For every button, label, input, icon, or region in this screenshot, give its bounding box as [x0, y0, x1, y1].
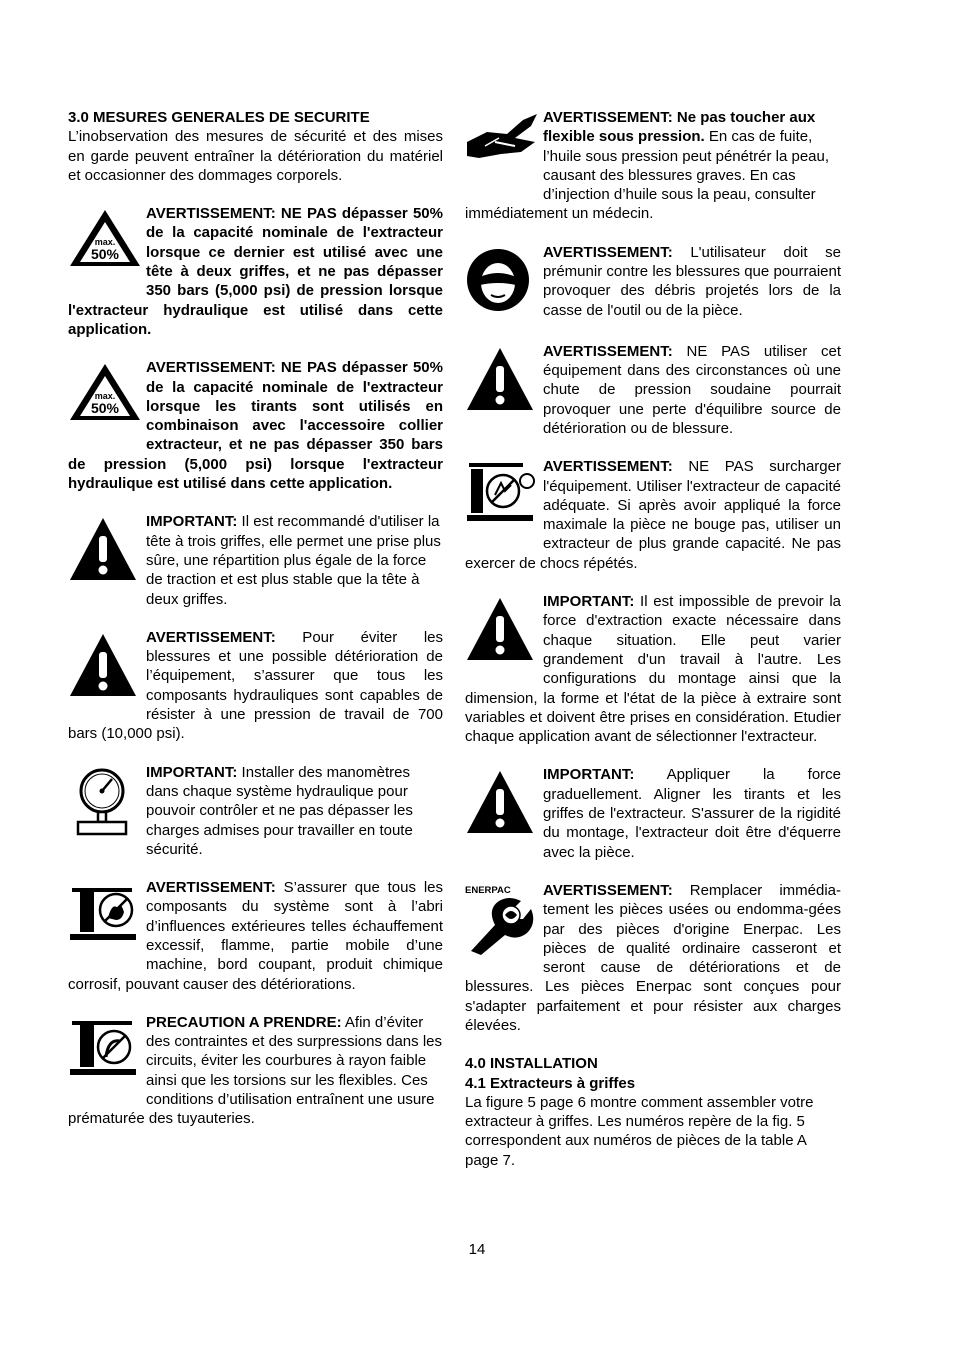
important-three-jaw	[68, 512, 443, 608]
warning-pressure-drop	[465, 342, 841, 438]
max-50-percent-icon	[68, 362, 142, 436]
warning-pressurized-hoses	[465, 108, 841, 224]
section-3-body: L’inobservation des mesures de sécurité et des mises en garde peuvent entraîner la détérioration du matériel et occasionner des dommages corporels.	[68, 128, 443, 184]
label-important: IMPORTANT:	[543, 766, 635, 784]
label-important: IMPORTANT:	[543, 593, 635, 611]
label-warning: AVERTISSEMENT:	[146, 879, 276, 897]
fifty-percent-label: 50%	[90, 400, 120, 417]
section-3-intro	[68, 108, 443, 185]
body-text: Il est recommandé d'utiliser la tête à trois griffes, elle permet une prise plus sûre, une répartition plus égale de la force de traction et est plus stable que la tête à deux griffes.	[146, 513, 441, 608]
label-important: IMPORTANT:	[146, 763, 238, 781]
section-4-body: La figure 5 page 6 montre comment assembler votre extracteur à griffes. Les numéros repère de la fig. 5 correspondent aux numéros de pièces de la table A page 7.	[465, 1093, 814, 1169]
page-number: 14	[468, 1241, 486, 1258]
pressure-gauge-icon	[68, 767, 142, 841]
max-50-percent-icon	[68, 208, 142, 282]
body-text: Installer des manomètres dans chaque système hydraulique pour pouvoir contrôler et ne pas dépasser les charges admises pour travailler en toute sécurité.	[146, 763, 413, 858]
warning-triangle-icon	[68, 632, 142, 706]
max-label: max.	[94, 237, 116, 248]
body-text: S’assurer que tous les composants du système sont à l’abri d’influences extérieures telles échauffement excessif, flamme, partie mobile d’une machine, bord coupant, produit chimique corrosif, pouvant causer des détériorations.	[68, 879, 443, 993]
label-precaution: PRECAUTION A PRENDRE:	[146, 1013, 342, 1031]
enerpac-logo-text: ENERPAC	[465, 884, 511, 896]
eye-protection-icon	[465, 247, 539, 321]
hand-injection-hazard-icon	[465, 112, 539, 186]
heat-flame-hazard-icon	[68, 882, 142, 956]
right-column	[465, 108, 841, 1189]
label-warning: AVERTISSEMENT:	[146, 628, 276, 646]
warning-eye-protection	[465, 243, 841, 323]
warning-text-bold: AVERTISSEMENT: NE PAS dépasser 50% de la capacité nominale de l'extracteur lorsque les tirants sont utilisés en combinaison avec l'accessoire collier extracteur, et ne pas dépasser 350 bars de pression (5,000 psi) lorsque l'extracteur hydraulique est utilisé dans cette application.	[68, 359, 443, 493]
important-extraction-force	[465, 592, 841, 746]
precaution-hoses	[68, 1013, 443, 1129]
label-warning: AVERTISSEMENT:	[543, 342, 673, 360]
warning-triangle-icon	[465, 769, 539, 843]
label-warning: AVERTISSEMENT: Ne pas toucher aux flexible sous pression.	[543, 109, 816, 146]
label-warning: AVERTISSEMENT:	[543, 881, 673, 899]
warning-replace-parts	[465, 881, 841, 1035]
max-label: max.	[94, 391, 116, 402]
warning-triangle-icon	[465, 596, 539, 670]
fifty-percent-label: 50%	[90, 246, 120, 263]
body-text: Afin d’éviter des contraintes et des surpressions dans les circuits, éviter les courbures à rayon faible ainsi que les torsions sur les flexibles. Ces conditions d’utilisation entraînent une usure prématurée des tuyauteries.	[68, 1013, 442, 1128]
important-gauges	[68, 763, 443, 859]
body-text: NE PAS utiliser cet équipement dans des circonstances où une chute de pression soudaine pourrait provoquer une perte d'équilibre source de détérioration ou de blessure.	[543, 342, 841, 437]
body-text: Remplacer immédia-tement les pièces usées ou endomma-gées par des pièces d'origine Enerpac. Les pièces de qualité ordinaire casseront et seront cause de détériorations et de blessures. Les pièces Enerpac sont conçues pour s'adapter parfaitement et pour résister aux charges élevées.	[465, 881, 841, 1034]
warning-text-bold: AVERTISSEMENT: NE PAS dépasser 50% de la capacité nominale de l'extracteur lorsque ce dernier est utilisé avec une tête à deux griffes, et ne pas dépasser 350 bars (5,000 psi) de pression lorsque l'extracteur hydraulique est utilisé dans cette application.	[68, 205, 443, 338]
hose-kink-hazard-icon	[68, 1017, 142, 1091]
important-apply-force	[465, 765, 841, 861]
body-text: Il est impossible de prevoir la force d'extraction exacte nécessaire dans chaque situation. Elle peut varier grandement d'un travail à l'autre. Les configurations du montage ainsi que la dimension, la forme et l'état de la pièce à extraire sont variables et doivent être prises en considération. Etudier chaque application avant de sélectionner l'extracteur.	[465, 593, 841, 746]
warning-triangle-icon	[68, 516, 142, 590]
body-text: Appliquer la force graduellement. Aligner les tirants et les griffes de l'extracteur. S'assurer de la rigidité du montage, l'extracteur doit être d'équerre avec la pièce.	[543, 766, 841, 861]
body-text: L'utilisateur doit se prémunir contre les blessures que pourraient provoquer des débris projetés lors de la casse de l'outil ou de la pièce.	[543, 243, 841, 319]
section-4-title: 4.0 INSTALLATION	[465, 1055, 598, 1073]
section-4-installation	[465, 1054, 841, 1170]
warning-max-50-tie-rods	[68, 358, 443, 493]
body-text: NE PAS surcharger l'équipement. Utiliser l'extracteur de capacité adéquate. Si après avoir appliqué la force maximale la pièce ne bouge pas, utiliser un extracteur de plus grande capacité. Ne pas exercer de chocs répétés.	[465, 458, 841, 572]
warning-triangle-icon	[465, 346, 539, 420]
label-important: IMPORTANT:	[146, 513, 238, 531]
enerpac-wrench-icon	[465, 885, 539, 959]
left-column	[68, 108, 443, 1148]
warning-max-50-two-jaw	[68, 204, 443, 339]
body-text: Pour éviter les blessures et une possible détérioration de l’équipement, s’assurer que tous les composants hydrauliques sont capables de résister à une pression de travail de 700 bars (10,000 psi).	[68, 628, 443, 743]
warning-external-influences	[68, 878, 443, 994]
label-warning: AVERTISSEMENT:	[543, 458, 673, 476]
section-3-title: 3.0 MESURES GENERALES DE SECURITE	[68, 109, 370, 126]
overload-hazard-icon	[465, 461, 539, 535]
label-warning: AVERTISSEMENT:	[543, 243, 673, 261]
warning-overload	[465, 457, 841, 573]
section-4-1-subtitle: 4.1 Extracteurs à griffes	[465, 1074, 636, 1092]
body-text: En cas de fuite, l’huile sous pression peut pénétrér la peau, causant des blessures graves. En cas d’injection d’huile sous la peau, consulter immédiatement un médecin.	[465, 128, 830, 223]
warning-700-bar	[68, 628, 443, 744]
